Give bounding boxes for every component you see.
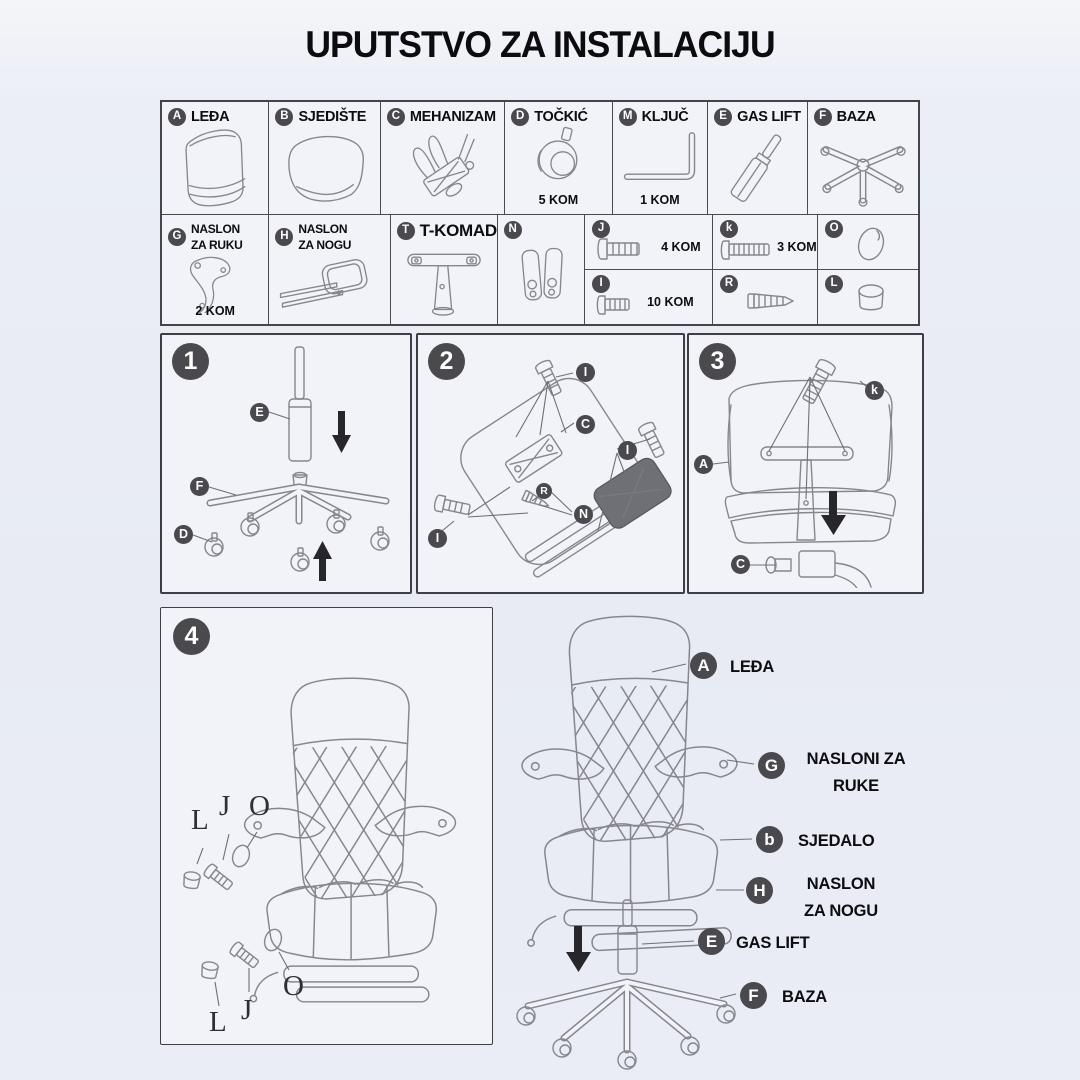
part-cell-mehanizam (381, 102, 505, 214)
callout-label-leda: LEĐA (730, 658, 775, 676)
parts-grid-row-2 (162, 215, 918, 324)
hardware-cell-r (713, 270, 818, 324)
hardware-cell-k (713, 215, 818, 269)
part-cell-n-sleeves (498, 215, 585, 324)
part-cell-naslon-za-ruku (162, 215, 269, 324)
step-2-badge-screw: R (536, 483, 552, 499)
part-badge-f: F (814, 108, 832, 126)
step-4-letter-j-bottom: J (241, 994, 253, 1026)
t-piece-illustration (396, 241, 492, 317)
part-badge-d: D (511, 108, 529, 126)
callout-badge-baza: F (740, 982, 767, 1009)
step-4-washer-bottom (262, 927, 285, 953)
mechanism-illustration (388, 126, 498, 212)
part-badge-g: G (168, 228, 186, 246)
part-label-naslon-za-nogu: NASLON ZA NOGU (298, 222, 352, 253)
sleeves-illustration (501, 239, 581, 315)
part-label-tockic: TOČKIĆ (534, 109, 588, 125)
step-2-badge-i3: I (428, 529, 447, 548)
step-2-bolt-top (534, 359, 564, 397)
step-4-cap-top (183, 871, 201, 889)
step-3-number: 3 (699, 343, 736, 380)
callout-badge-naslon-nogu: H (746, 877, 773, 904)
part-cell-sjediste (269, 102, 380, 214)
step-3-badge-bolt: k (865, 381, 884, 400)
callout-badge-leda: A (690, 652, 717, 679)
hardware-badge-k: k (720, 220, 738, 238)
part-cell-t-komad (391, 215, 498, 324)
step-2-bolt-left (433, 495, 471, 518)
part-label-gaslift: GAS LIFT (737, 109, 801, 125)
step-3-badge-mechanism: C (731, 555, 750, 574)
bolt-k-illustration (719, 239, 775, 261)
step-3-panel (687, 333, 924, 594)
step-1-number: 1 (172, 343, 209, 380)
down-arrow-icon (566, 926, 591, 972)
hardware-cell-l (818, 270, 918, 324)
part-label-mehanizam: MEHANIZAM (409, 109, 496, 125)
qty-k: 3 KOM (777, 240, 817, 254)
parts-grid-row-1 (162, 102, 918, 215)
callout-label-baza: BAZA (782, 988, 828, 1006)
step-4-letter-l-top: L (191, 804, 209, 836)
qty-naslon-za-ruku: 2 KOM (195, 304, 235, 318)
qty-kljuc: 1 KOM (640, 193, 680, 207)
assembled-chair-area (490, 600, 920, 1080)
hardware-badge-l: L (825, 275, 843, 293)
part-badge-a: A (168, 108, 186, 126)
part-label-sjediste: SJEDIŠTE (298, 109, 367, 125)
callout-badge-nasloni: G (758, 752, 785, 779)
hardware-cell-j (585, 215, 713, 269)
gas-lift-illustration (710, 126, 804, 212)
part-badge-n: N (504, 221, 522, 239)
part-cell-baza (808, 102, 918, 214)
hardware-row-1 (585, 215, 918, 270)
washer-illustration (846, 221, 896, 267)
part-cell-naslon-za-nogu (269, 215, 390, 324)
step-4-washer-top (230, 843, 253, 869)
step-4-bolt-bottom (229, 941, 261, 970)
callout-label-sjedalo: SJEDALO (798, 832, 875, 850)
step-2-badge-sleeves: N (574, 505, 593, 524)
base-star-illustration (811, 126, 915, 210)
down-arrow-icon (332, 411, 351, 453)
step-1-badge-gaslift: E (250, 403, 269, 422)
part-label-baza: BAZA (836, 109, 876, 125)
step-2-number: 2 (428, 343, 465, 380)
qty-j: 4 KOM (661, 240, 701, 254)
part-badge-e: E (714, 108, 732, 126)
step-2-panel (416, 333, 685, 594)
callout-label-naslon-nogu: NASLON ZA NOGU (803, 875, 879, 921)
step-2-badge-i1: I (576, 363, 595, 382)
part-cell-tockic (505, 102, 612, 214)
part-badge-c: C (387, 108, 405, 126)
page-title: UPUTSTVO ZA INSTALACIJU (305, 24, 775, 65)
step-4-bolt-top (203, 863, 235, 892)
bolt-i-illustration (595, 294, 641, 316)
hardware-cell-i (585, 270, 713, 324)
footrest-illustration (271, 251, 387, 313)
step-2-badge-mechanism: C (576, 415, 595, 434)
cap-illustration (848, 280, 894, 318)
part-badge-m: M (619, 108, 637, 126)
step-4-cap-bottom (201, 961, 219, 979)
step-4-panel (160, 607, 493, 1045)
callout-badge-gaslift: E (698, 928, 725, 955)
caster-illustration (515, 126, 601, 188)
part-cell-kljuc (613, 102, 709, 214)
step-4-letter-o-top: O (249, 790, 270, 822)
step-1-panel (160, 333, 412, 594)
bolt-j-illustration (595, 237, 655, 261)
step-2-badge-i2: I (618, 441, 637, 460)
part-label-kljuc: KLJUČ (641, 109, 689, 125)
screw-illustration (745, 288, 799, 314)
part-label-t-komad: T-KOMAD (419, 221, 497, 240)
part-badge-b: B (275, 108, 293, 126)
hardware-subgrid (585, 215, 918, 324)
part-cell-gaslift (708, 102, 807, 214)
step-1-badge-caster: D (174, 525, 193, 544)
step-3-badge-back: A (694, 455, 713, 474)
qty-i: 10 KOM (647, 295, 694, 309)
step-2-bolt-right (637, 421, 667, 459)
hardware-badge-r: R (720, 275, 738, 293)
part-badge-h: H (275, 228, 293, 246)
hardware-badge-i: I (592, 275, 610, 293)
callout-label-gaslift: GAS LIFT (736, 934, 810, 952)
seat-illustration (273, 128, 377, 212)
hardware-cell-o (818, 215, 918, 269)
step-4-number: 4 (173, 618, 210, 655)
part-badge-t: T (397, 222, 415, 240)
part-cell-leda (162, 102, 269, 214)
backrest-illustration (165, 126, 265, 212)
up-arrow-icon (313, 541, 332, 581)
step-4-letter-l-bottom: L (209, 1006, 227, 1038)
step-1-badge-base: F (190, 477, 209, 496)
qty-tockic: 5 KOM (538, 193, 579, 207)
hardware-badge-j: J (592, 220, 610, 238)
hardware-row-2 (585, 270, 918, 324)
hardware-badge-o: O (825, 220, 843, 238)
callout-badge-sjedalo: b (756, 826, 783, 853)
parts-grid (160, 100, 920, 326)
allen-key-illustration (615, 126, 705, 188)
step-4-artwork (161, 608, 489, 1041)
step-4-letter-j-top: J (219, 790, 231, 822)
part-label-naslon-za-ruku: NASLON ZA RUKU (191, 222, 243, 253)
part-label-leda: LEĐA (191, 109, 230, 125)
callout-label-nasloni: NASLONI ZA RUKE (806, 750, 906, 796)
step-4-letter-o-bottom: O (283, 970, 304, 1002)
